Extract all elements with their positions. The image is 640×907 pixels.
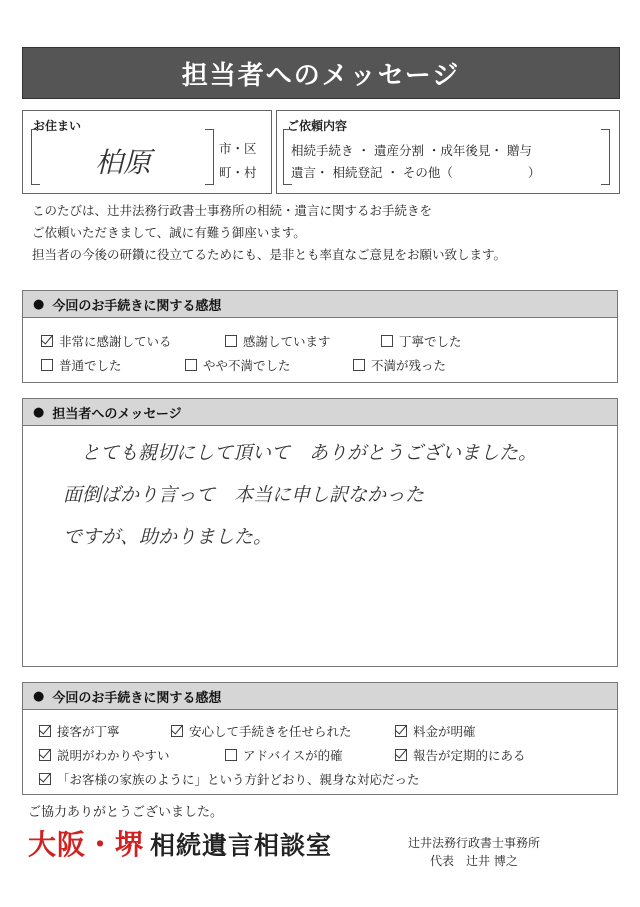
bullet-icon: ● xyxy=(33,404,45,420)
option-label: 安心して手続きを任せられた xyxy=(189,724,352,739)
address-value: 柏原 xyxy=(95,146,152,179)
option-label: 報告が定期的にある xyxy=(413,748,526,763)
request-label: ご依頼内容 xyxy=(287,119,348,133)
section3-header xyxy=(22,682,618,710)
address-suffix-city: 市・区 xyxy=(219,141,257,156)
section2-header xyxy=(22,398,618,426)
option-label: アドバイスが的確 xyxy=(243,748,343,763)
page-title xyxy=(22,47,620,99)
option-good-advice[interactable] xyxy=(225,746,343,764)
request-bracket-right xyxy=(601,129,610,185)
checkbox-checked-icon[interactable] xyxy=(39,725,51,737)
option-grateful[interactable] xyxy=(225,332,331,350)
option-label: 不満が残った xyxy=(371,358,447,373)
brand-logo xyxy=(28,823,332,863)
address-bracket-left xyxy=(31,129,40,185)
office-name: 辻井法務行政書士事務所 xyxy=(408,836,541,850)
message-line-2: 面倒ばかり言って 本当に申し訳なかった xyxy=(63,484,425,506)
thanks-text: ご協力ありがとうございました。 xyxy=(28,805,224,820)
option-label: 丁寧でした xyxy=(399,334,462,349)
section3-title: 今回のお手続きに関する感想 xyxy=(52,690,222,706)
option-dissatisfied[interactable] xyxy=(353,356,446,374)
option-label: 料金が明確 xyxy=(413,724,476,739)
intro-line-3: 担当者の今後の研鑽に役立てるためにも、是非とも率直なご意見をお願い致します。 xyxy=(32,247,507,262)
checkbox-icon[interactable] xyxy=(225,335,237,347)
option-somewhat-dissatisfied[interactable] xyxy=(185,356,291,374)
request-line-2: 遺言・ 相続登記 ・ その他（ ） xyxy=(291,165,541,180)
option-label: 非常に感謝している xyxy=(59,334,172,349)
checkbox-icon[interactable] xyxy=(353,359,365,371)
option-polite[interactable] xyxy=(381,332,462,350)
address-label: お住まい xyxy=(33,119,82,133)
bullet-icon: ● xyxy=(33,296,45,312)
bullet-icon: ● xyxy=(33,688,45,704)
message-area[interactable] xyxy=(22,426,618,667)
checkbox-checked-icon[interactable] xyxy=(39,749,51,761)
option-clear-fees[interactable] xyxy=(395,722,476,740)
section1-header xyxy=(22,290,618,318)
brand-logo-black: 相続遺言相談室 xyxy=(150,831,333,860)
option-family-like[interactable] xyxy=(39,770,420,788)
option-very-grateful[interactable] xyxy=(41,332,172,350)
message-line-1: とても親切にして頂いて ありがとうございました。 xyxy=(81,442,538,464)
option-label: やや不満でした xyxy=(203,358,291,373)
section2-title: 担当者へのメッセージ xyxy=(52,406,182,422)
checkbox-icon[interactable] xyxy=(225,749,237,761)
representative-name: 代表 辻井 博之 xyxy=(430,854,518,868)
address-suffix-town: 町・村 xyxy=(219,165,257,180)
request-box xyxy=(276,110,620,194)
brand-logo-red: 大阪・堺 xyxy=(28,828,145,861)
option-label: 接客が丁寧 xyxy=(57,724,120,739)
checkbox-checked-icon[interactable] xyxy=(41,335,53,347)
checkbox-icon[interactable] xyxy=(381,335,393,347)
checkbox-checked-icon[interactable] xyxy=(395,725,407,737)
intro-line-2: ご依頼いただきまして、誠に有難う御座います。 xyxy=(32,225,306,240)
option-clear-explanation[interactable] xyxy=(39,746,170,764)
intro-text xyxy=(32,200,622,266)
option-courteous[interactable] xyxy=(39,722,120,740)
option-label: 感謝しています xyxy=(243,334,331,349)
option-label: 説明がわかりやすい xyxy=(57,748,170,763)
option-reassuring[interactable] xyxy=(171,722,352,740)
page-title-text: 担当者へのメッセージ xyxy=(181,60,461,91)
checkbox-icon[interactable] xyxy=(185,359,197,371)
intro-line-1: このたびは、辻井法務行政書士事務所の相続・遺言に関するお手続きを xyxy=(32,203,433,218)
checkbox-checked-icon[interactable] xyxy=(395,749,407,761)
option-label: 「お客様の家族のように」という方針どおり、親身な対応だった xyxy=(57,772,420,787)
option-regular-reports[interactable] xyxy=(395,746,526,764)
section1-body xyxy=(22,318,618,383)
checkbox-checked-icon[interactable] xyxy=(39,773,51,785)
address-box xyxy=(22,110,272,194)
checkbox-checked-icon[interactable] xyxy=(171,725,183,737)
section3-body xyxy=(22,710,618,795)
option-label: 普通でした xyxy=(59,358,122,373)
address-bracket-right xyxy=(205,129,214,185)
section1-title: 今回のお手続きに関する感想 xyxy=(52,298,222,314)
checkbox-icon[interactable] xyxy=(41,359,53,371)
option-normal[interactable] xyxy=(41,356,122,374)
request-line-1: 相続手続き ・ 遺産分割 ・成年後見・ 贈与 xyxy=(291,143,532,158)
message-line-3: ですが、助かりました。 xyxy=(63,526,273,548)
